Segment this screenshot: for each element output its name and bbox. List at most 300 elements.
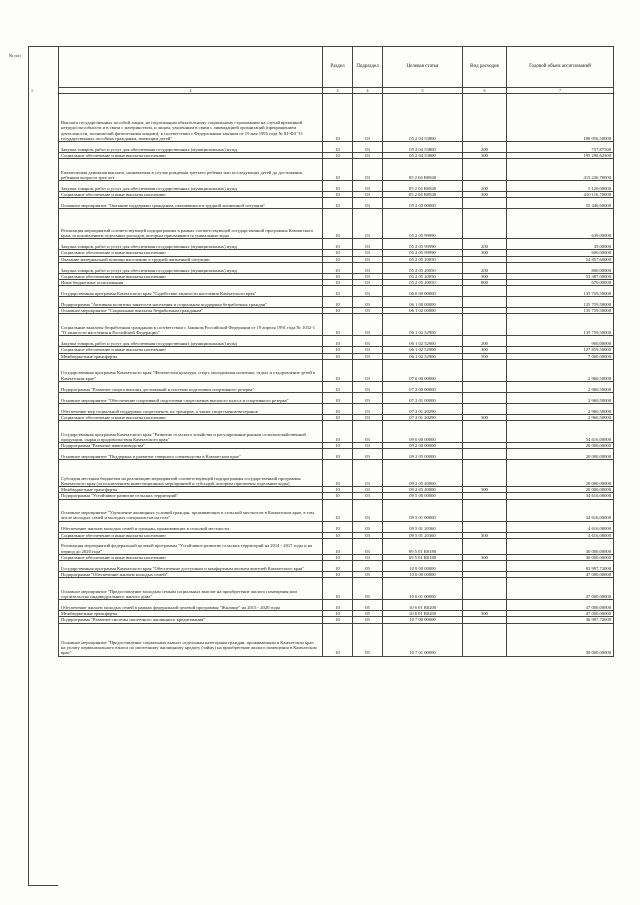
row-name: Закупка товаров, работ и услуг для обеспечения государственных (муниципальных) нужд	[59, 336, 323, 347]
row-section: 10	[323, 181, 353, 192]
header-section: Раздел	[323, 47, 353, 88]
row-name: Обеспечение жильем молодых семей в рамках федеральной целевой программы "Жилище" на 2015 - 2020 годы	[59, 600, 323, 611]
row-target-code: 05 2 04 53800	[383, 94, 463, 142]
row-subsection: 03	[353, 381, 383, 392]
row-expense-kind	[463, 209, 507, 239]
row-name: Государственная программа Камчатского края "Физическая культура, спорт, молодежная политика, отдых и оздоровление детей в Камчатском крае"	[59, 359, 323, 381]
row-target-code: 05 2 05 20050	[383, 280, 463, 286]
row-expense-kind	[463, 538, 507, 554]
row-subsection: 03	[353, 153, 383, 159]
row-target-code: 06 1 02 52900	[383, 336, 463, 347]
row-target-code: 09 0 00 00000	[383, 421, 463, 443]
row-subsection: 03	[353, 273, 383, 279]
row-section: 10	[323, 359, 353, 381]
row-section: 10	[323, 532, 353, 538]
row-section: 10	[323, 600, 353, 611]
row-name: Подпрограмма "Развитие животноводства"	[59, 443, 323, 449]
header-name	[9, 47, 323, 88]
row-amount: 195 298,62500	[507, 153, 614, 159]
row-amount: 36 997,72000	[507, 617, 614, 623]
row-expense-kind	[463, 561, 507, 572]
row-section: 10	[323, 554, 353, 560]
row-name: Основное мероприятие "Оказание поддержки гражданам, оказавшимся в трудной жизненной ситуации"	[59, 198, 323, 209]
row-amount: 135 759,50000	[507, 314, 614, 336]
table-row	[59, 297, 614, 308]
row-section: 10	[323, 336, 353, 347]
row-amount: 4 616,00000	[507, 532, 614, 538]
row-subsection: 03	[353, 538, 383, 554]
row-subsection: 03	[353, 353, 383, 359]
row-target-code: 10 6 01 R0200	[383, 600, 463, 611]
row-section: 10	[323, 308, 353, 314]
row-name: Подпрограмма "Устойчивое развитие сельских территорий"	[59, 493, 323, 499]
row-section: 10	[323, 392, 353, 403]
row-section: 10	[323, 297, 353, 308]
row-expense-kind: 200	[463, 142, 507, 153]
row-amount: 4 616,00000	[507, 521, 614, 532]
row-amount: 20 000,00000	[507, 487, 614, 493]
row-expense-kind: 500	[463, 611, 507, 617]
row-expense-kind	[463, 381, 507, 392]
row-section: 10	[323, 262, 353, 273]
row-subsection: 05	[353, 561, 383, 572]
row-section: 10	[323, 617, 353, 623]
row-name: Межбюджетные трансферты	[59, 487, 323, 493]
row-subsection: 03	[353, 192, 383, 198]
table-row	[59, 198, 614, 209]
row-target-code: 10 7 00 00000	[383, 617, 463, 623]
row-target-code: 06 1 02 52900	[383, 347, 463, 353]
row-target-code: 06 1 02 00000	[383, 308, 463, 314]
row-section: 10	[323, 381, 353, 392]
row-expense-kind	[463, 600, 507, 611]
row-subsection: 03	[353, 359, 383, 381]
row-expense-kind	[463, 359, 507, 381]
row-section: 10	[323, 421, 353, 443]
row-amount: 127 859,50000	[507, 347, 614, 353]
row-amount: 47 000,00000	[507, 578, 614, 600]
row-name: Выплата государственных пособий лицам, не подлежащим обязательному социальному страхованию на случай временной нетрудоспособности и в связи с материнством, и лицам, уволенным в связи с ликвидацией организаций (прекращением деятельности, полномочий физическими лицами), в соответствии с Федеральным законом от 19 мая 1995 года № 81-ФЗ "О государственных пособиях гражданам, имеющим детей"	[59, 94, 323, 142]
row-section: 10	[323, 94, 353, 142]
row-expense-kind	[463, 314, 507, 336]
row-name: Государственная программа Камчатского края "Развитие сельского хозяйства и регулирование рынков сельскохозяйственной продукции, сырья и продовольствия Камчатского края"	[59, 421, 323, 443]
row-section: 10	[323, 460, 353, 487]
row-section: 10	[323, 499, 353, 521]
row-section: 10	[323, 353, 353, 359]
table-row	[59, 239, 614, 250]
row-subsection: 03	[353, 493, 383, 499]
row-amount: 54 616,00000	[507, 421, 614, 443]
table-row	[59, 262, 614, 273]
table-row	[59, 600, 614, 611]
row-name: Закупка товаров, работ и услуг для обеспечения государственных (муниципальных) нужд	[59, 262, 323, 273]
row-target-code: 05 2 04 53800	[383, 153, 463, 159]
row-target-code: 09 2 05 40000	[383, 460, 463, 487]
row-subsection: 05	[353, 600, 383, 611]
row-name: Основное мероприятие "Улучшение жилищных условий граждан, проживающих в сельской местности в Камчатском крае, в том числе молодых семей и молодых специалистов на селе"	[59, 499, 323, 521]
row-name: Оказание материальной помощи населению в трудной жизненной ситуации	[59, 256, 323, 262]
row-expense-kind	[463, 521, 507, 532]
row-target-code: 05 2 05 99990	[383, 239, 463, 250]
row-section: 10	[323, 578, 353, 600]
table-row	[59, 421, 614, 443]
row-target-code: 05 2 05 20050	[383, 273, 463, 279]
table-row	[59, 538, 614, 554]
row-section: 10	[323, 449, 353, 460]
table-row	[59, 314, 614, 336]
row-target-code: 05 2 05 99990	[383, 250, 463, 256]
column-number: 4	[353, 88, 383, 94]
row-subsection: 03	[353, 314, 383, 336]
row-section: 10	[323, 347, 353, 353]
row-amount: 5 120,00000	[507, 181, 614, 192]
header-target: Целевая статья	[383, 47, 463, 88]
row-expense-kind: 500	[463, 487, 507, 493]
row-section: 10	[323, 561, 353, 572]
row-subsection: 03	[353, 94, 383, 142]
row-target-code: 06 1 00 00000	[383, 297, 463, 308]
row-amount: 800,00000	[507, 262, 614, 273]
row-name: Подпрограмма "Развитие спорта высших достижений и системы подготовки спортивного резерва"	[59, 381, 323, 392]
row-target-code: 05 2 05 99990	[383, 209, 463, 239]
row-target-code: 09 5 01 R0180	[383, 554, 463, 560]
row-section: 10	[323, 239, 353, 250]
row-expense-kind	[463, 297, 507, 308]
row-section: 10	[323, 273, 353, 279]
row-subsection: 03	[353, 421, 383, 443]
row-expense-kind	[463, 286, 507, 297]
row-target-code: 07 2 01 20290	[383, 414, 463, 420]
row-subsection: 03	[353, 209, 383, 239]
row-amount: 196 056,50000	[507, 94, 614, 142]
row-name: Социальное обеспечение и иные выплаты населению	[59, 347, 323, 353]
row-amount: 135 759,50000	[507, 286, 614, 297]
row-section: 10	[323, 611, 353, 617]
row-expense-kind: 800	[463, 280, 507, 286]
table-body	[59, 94, 614, 657]
row-expense-kind: 300	[463, 414, 507, 420]
row-expense-kind: 300	[463, 273, 507, 279]
row-amount: 47 000,00000	[507, 572, 614, 578]
row-name: Основное мероприятие "Предоставление социальных выплат отдельным категориям граждан, проживающим в Камчатском крае, на уплату первоначального взноса по ипотечному жилищному кредиту (займу) на приобретение жилого помещения в Камчатском крае"	[59, 623, 323, 656]
row-name: Социальное обеспечение и иные выплаты населению	[59, 192, 323, 198]
row-name: Обеспечение жильем молодых семей и граждан, проживающих в сельской местности	[59, 521, 323, 532]
row-target-code: 06 0 00 00000	[383, 286, 463, 297]
row-subsection: 03	[353, 521, 383, 532]
row-section: 10	[323, 286, 353, 297]
row-subsection: 05	[353, 578, 383, 600]
row-subsection: 03	[353, 487, 383, 493]
column-number: 6	[463, 88, 507, 94]
row-section: 10	[323, 256, 353, 262]
row-section: 10	[323, 153, 353, 159]
row-expense-kind	[463, 499, 507, 521]
row-target-code: 09 2 00 00000	[383, 443, 463, 449]
row-target-code: 06 1 02 52900	[383, 314, 463, 336]
row-name: Социальное обеспечение и иные выплаты населению	[59, 532, 323, 538]
row-expense-kind: 300	[463, 192, 507, 198]
row-name: Социальное обеспечение и иные выплаты населению	[59, 273, 323, 279]
row-name: Социальное обеспечение и иные выплаты населению	[59, 414, 323, 420]
row-section: 10	[323, 192, 353, 198]
row-amount: 34 616,00000	[507, 499, 614, 521]
row-target-code: 10 6 01 00000	[383, 578, 463, 600]
row-expense-kind: 300	[463, 554, 507, 560]
row-expense-kind: 300	[463, 250, 507, 256]
row-subsection: 03	[353, 414, 383, 420]
row-target-code: 09 2 05 00000	[383, 449, 463, 460]
row-section: 10	[323, 493, 353, 499]
row-amount: 757,87500	[507, 142, 614, 153]
row-subsection: 03	[353, 297, 383, 308]
table-row	[59, 359, 614, 381]
table-row	[59, 561, 614, 572]
row-name: Основное мероприятие "Социальные выплаты безработным гражданам"	[59, 308, 323, 314]
row-name: Субсидии местным бюджетам на реализацию мероприятий соответствующей подпрограммы государственной программы Камчатского края (за исключением инвестиционных мероприятий и субсидий, которым присвоены отдельные коды)	[59, 460, 323, 487]
row-subsection: 03	[353, 347, 383, 353]
row-expense-kind: 200	[463, 262, 507, 273]
row-target-code: 10 0 00 00000	[383, 561, 463, 572]
header-kind: Вид расходов	[463, 47, 507, 88]
row-expense-kind	[463, 421, 507, 443]
row-subsection: 03	[353, 443, 383, 449]
row-name: Реализация мероприятий соответствующей подпрограммы в рамках соответствующей государственной программы Камчатского края, за исключением отдельных расходов, которым присваиваются уникальные коды	[59, 209, 323, 239]
row-amount: 20 000,00000	[507, 449, 614, 460]
row-subsection: 05	[353, 617, 383, 623]
row-amount: 415 236,70000	[507, 159, 614, 181]
table-row	[59, 181, 614, 192]
row-expense-kind	[463, 460, 507, 487]
row-subsection: 03	[353, 159, 383, 181]
row-amount: 670,00000	[507, 280, 614, 286]
row-section: 10	[323, 487, 353, 493]
row-name: Межбюджетные трансферты	[59, 353, 323, 359]
row-section: 10	[323, 443, 353, 449]
row-subsection: 03	[353, 286, 383, 297]
row-section: 10	[323, 403, 353, 414]
row-target-code: 10 7 01 00000	[383, 623, 463, 656]
row-name: Закупка товаров, работ и услуг для обеспечения государственных (муниципальных) нужд	[59, 142, 323, 153]
row-subsection: 03	[353, 460, 383, 487]
row-subsection: 03	[353, 336, 383, 347]
table-row	[59, 403, 614, 414]
row-target-code: 09 2 05 40000	[383, 487, 463, 493]
num-column-line	[28, 46, 58, 886]
row-expense-kind: 500	[463, 353, 507, 359]
table-row	[59, 392, 614, 403]
row-expense-kind	[463, 94, 507, 142]
row-amount: 2 960,50000	[507, 359, 614, 381]
row-subsection: 03	[353, 403, 383, 414]
row-subsection: 03	[353, 554, 383, 560]
row-target-code: 07 0 00 00000	[383, 359, 463, 381]
row-name: Основное мероприятие "Предоставление молодым семьям социальных выплат на приобретение жилого помещения или строительство индивидуального жилого дома"	[59, 578, 323, 600]
row-amount: 135 759,50000	[507, 308, 614, 314]
column-number: 1 2	[59, 88, 323, 94]
row-expense-kind: 300	[463, 532, 507, 538]
row-name: Подпрограмма "Развитие системы ипотечного жилищного кредитования"	[59, 617, 323, 623]
row-amount: 20 000,00000	[507, 460, 614, 487]
row-amount: 2 960,50000	[507, 414, 614, 420]
row-subsection: 05	[353, 572, 383, 578]
row-amount: 55 446,60000	[507, 198, 614, 209]
column-number: 7	[507, 88, 614, 94]
row-amount: 47 000,00000	[507, 611, 614, 617]
row-name: Подпрограмма "Обеспечение жильем молодых семей"	[59, 572, 323, 578]
row-name: Реализация мероприятий федеральной целевой программы "Устойчивое развитие сельских территорий на 2014 - 2017 годы и на период до 2020 года"	[59, 538, 323, 554]
row-section: 10	[323, 623, 353, 656]
row-amount: 410 116,70000	[507, 192, 614, 198]
row-target-code: 09 5 01 20360	[383, 532, 463, 538]
column-number: 5	[383, 88, 463, 94]
table-row	[59, 336, 614, 347]
table-row	[59, 623, 614, 656]
row-name: Закупка товаров, работ и услуг для обеспечения государственных (муниципальных) нужд	[59, 239, 323, 250]
row-expense-kind: 300	[463, 153, 507, 159]
row-amount: 135 759,50000	[507, 297, 614, 308]
row-target-code: 10 6 00 00000	[383, 572, 463, 578]
row-name: Закупка товаров, работ и услуг для обеспечения государственных (муниципальных) нужд	[59, 181, 323, 192]
row-target-code: 09 5 01 R0180	[383, 538, 463, 554]
row-amount: 600,00000	[507, 250, 614, 256]
table-row	[59, 499, 614, 521]
row-expense-kind: 200	[463, 336, 507, 347]
row-amount: 30 000,00000	[507, 538, 614, 554]
row-section: 10	[323, 280, 353, 286]
row-expense-kind: 200	[463, 181, 507, 192]
row-name: Социальное обеспечение и иные выплаты населению	[59, 554, 323, 560]
row-subsection: 05	[353, 623, 383, 656]
row-subsection: 03	[353, 449, 383, 460]
table-row	[59, 460, 614, 487]
row-amount: 30 000,00000	[507, 554, 614, 560]
row-amount: 34 616,00000	[507, 493, 614, 499]
table-row	[59, 94, 614, 142]
row-amount: 2 960,50000	[507, 403, 614, 414]
row-section: 10	[323, 198, 353, 209]
row-name: Обеспечение мер социальной поддержки спортсменов, их тренеров, а также спортсменов-ветеранов	[59, 403, 323, 414]
row-name: Основное мероприятие "Поддержка и развитие северного оленеводства в Камчатском крае"	[59, 449, 323, 460]
row-target-code: 09 5 00 00000	[383, 493, 463, 499]
row-target-code: 09 5 01 00000	[383, 499, 463, 521]
row-target-code: 07 2 01 20290	[383, 403, 463, 414]
row-section: 10	[323, 250, 353, 256]
row-subsection: 03	[353, 308, 383, 314]
row-target-code: 07 2 00 00000	[383, 381, 463, 392]
row-subsection: 03	[353, 392, 383, 403]
row-name: Социальное обеспечение и иные выплаты населению	[59, 250, 323, 256]
row-section: 10	[323, 414, 353, 420]
row-expense-kind	[463, 392, 507, 403]
row-amount: 639,00000	[507, 209, 614, 239]
table-header-row	[59, 47, 614, 88]
row-subsection: 03	[353, 250, 383, 256]
row-amount: 30 000,00000	[507, 623, 614, 656]
budget-table	[9, 46, 614, 657]
column-number: 3	[323, 88, 353, 94]
row-subsection: 03	[353, 239, 383, 250]
row-subsection: 03	[353, 181, 383, 192]
row-section: 10	[323, 209, 353, 239]
row-target-code: 10 6 01 R0200	[383, 611, 463, 617]
header-amount: Годовой объем ассигнований	[507, 47, 614, 88]
row-subsection: 03	[353, 532, 383, 538]
row-target-code: 05 2 04 R0840	[383, 192, 463, 198]
row-expense-kind	[463, 198, 507, 209]
row-section: 10	[323, 314, 353, 336]
row-subsection: 03	[353, 280, 383, 286]
table-row	[59, 578, 614, 600]
row-amount: 900,00000	[507, 336, 614, 347]
row-subsection: 03	[353, 256, 383, 262]
table-row	[59, 449, 614, 460]
row-name: Государственная программа Камчатского края "Содействие занятости населения Камчатского края"	[59, 286, 323, 297]
row-expense-kind	[463, 403, 507, 414]
row-target-code: 05 2 05 00000	[383, 198, 463, 209]
row-amount: 83 997,72000	[507, 561, 614, 572]
row-expense-kind	[463, 159, 507, 181]
row-target-code: 05 2 05 20050	[383, 256, 463, 262]
row-amount: 2 960,50000	[507, 381, 614, 392]
row-target-code: 06 1 02 52900	[383, 353, 463, 359]
table-row	[59, 381, 614, 392]
row-amount: 2 960,50000	[507, 392, 614, 403]
row-name: Межбюджетные трансферты	[59, 611, 323, 617]
header-num: № п/п	[9, 53, 21, 58]
row-subsection: 05	[353, 611, 383, 617]
row-name: Социальное обеспечение и иные выплаты населению	[59, 153, 323, 159]
row-target-code: 09 5 01 20360	[383, 521, 463, 532]
row-name: Иные бюджетные ассигнования	[59, 280, 323, 286]
row-amount: 39,00000	[507, 239, 614, 250]
row-subsection: 03	[353, 198, 383, 209]
row-amount: 54 857,60000	[507, 256, 614, 262]
row-name: Государственная программа Камчатского края "Обеспечение доступным и комфортным жильем жителей Камчатского края"	[59, 561, 323, 572]
row-name: Ежемесячная денежная выплата, назначаемая в случае рождения третьего ребенка или последующих детей до достижения ребенком возраста трех лет	[59, 159, 323, 181]
header-subsection: Подраздел	[353, 47, 383, 88]
row-name: Подпрограмма "Активная политика занятости населения и социальная поддержка безработных граждан"	[59, 297, 323, 308]
row-subsection: 03	[353, 262, 383, 273]
row-amount: 20 000,00000	[507, 443, 614, 449]
table-row	[59, 521, 614, 532]
row-section: 10	[323, 159, 353, 181]
row-section: 10	[323, 572, 353, 578]
table-row	[59, 209, 614, 239]
row-amount: 53 387,00000	[507, 273, 614, 279]
row-name: Социальные выплаты безработным гражданам в соответствии с Законом Российской Федерации от 19 апреля 1991 года № 1032-1 "О занятости населения в Российской Федерации"	[59, 314, 323, 336]
row-expense-kind: 300	[463, 347, 507, 353]
row-target-code: 07 2 01 00000	[383, 392, 463, 403]
row-subsection: 03	[353, 142, 383, 153]
row-target-code: 05 2 04 R0840	[383, 181, 463, 192]
table-row	[59, 142, 614, 153]
row-expense-kind	[463, 623, 507, 656]
row-expense-kind	[463, 449, 507, 460]
row-expense-kind	[463, 578, 507, 600]
table-row	[59, 159, 614, 181]
row-section: 10	[323, 521, 353, 532]
row-target-code: 05 2 04 R0840	[383, 159, 463, 181]
row-target-code: 05 2 04 53800	[383, 142, 463, 153]
row-amount: 7 000,00000	[507, 353, 614, 359]
table-row	[59, 286, 614, 297]
row-name: Основное мероприятие "Обеспечение спортивной подготовки спортсменов высокого класса и спортивного резерва"	[59, 392, 323, 403]
row-target-code: 05 2 05 20050	[383, 262, 463, 273]
row-subsection: 03	[353, 499, 383, 521]
row-expense-kind: 200	[463, 239, 507, 250]
row-section: 10	[323, 142, 353, 153]
row-section: 10	[323, 538, 353, 554]
